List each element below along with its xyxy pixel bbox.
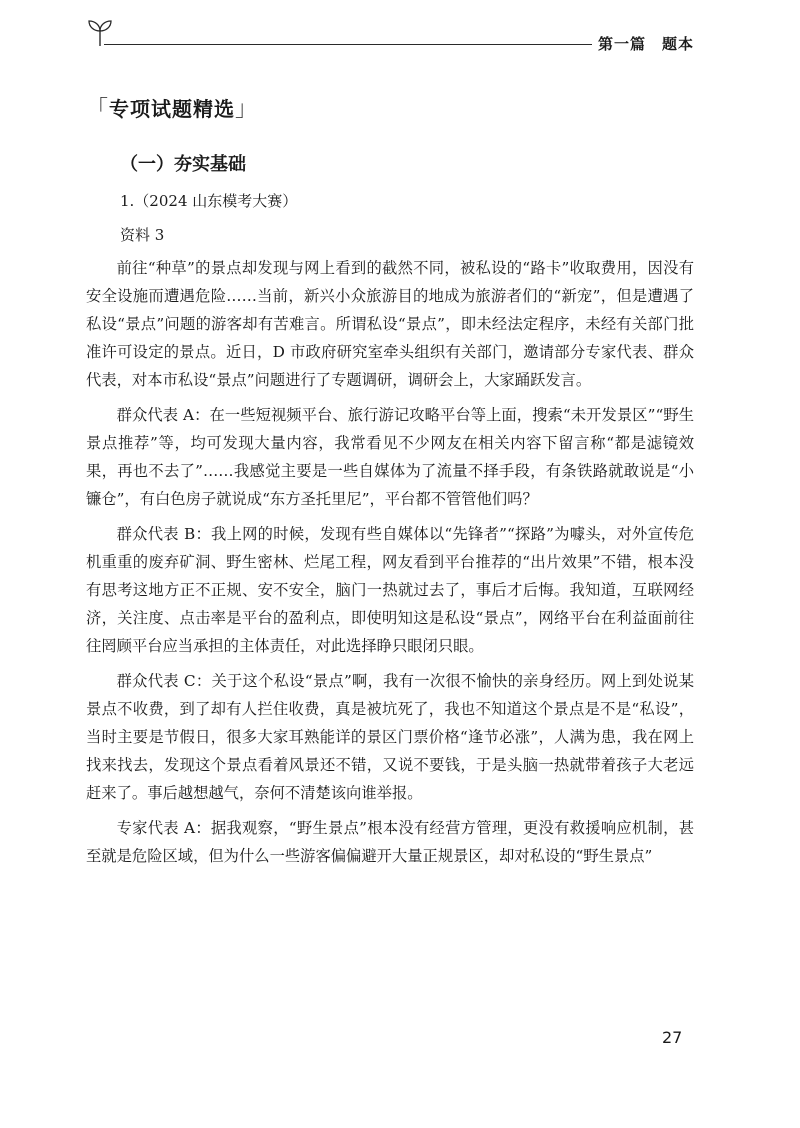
page-number: 27 [662,1028,683,1047]
paragraph-expert-a: 专家代表 A：据我观察，“野生景点”根本没有经营方管理，更没有救援响应机制，甚至就是危险区域，但为什么一些游客偏偏避开大量正规景区，却对私设的“野生景点” [86,819,694,865]
section-title-text: 专项试题精选 [109,97,236,121]
paragraph-citizen-b: 群众代表 B：我上网的时候，发现有些自媒体以“先锋者”“探路”为噱头，对外宣传危机重重的废弃矿洞、野生密林、烂尾工程，网友看到平台推荐的“出片效果”不错，根本没有思考这地方正不正规、安不安全，脑门一热就过去了，事后才后悔。我知道，互联网经济，关注度、点击率是平台的盈利点，即使明知这是私设“景点”，网络平台在利益面前往往罔顾平台应当承担的主体责任，对此选择睁只眼闭只眼。 [86,525,694,655]
section-title [86,92,258,123]
paragraph-citizen-c: 群众代表 C：关于这个私设“景点”啊，我有一次很不愉快的亲身经历。网上到处说某景点不收费，到了却有人拦住收费，真是被坑死了，我也不知道这个景点是不是“私设”，当时主要是节假日，很多大家耳熟能详的景区门票价格“逢节必涨”，人满为患，我在网上找来找去，发现这个景点看着风景还不错，又说不要钱，于是头脑一热就带着孩子大老远赶来了。事后越想越气，奈何不清楚该向谁举报。 [86,672,694,802]
paragraph-citizen-a: 群众代表 A：在一些短视频平台、旅行游记攻略平台等上面，搜索“未开发景区”“野生景点推荐”等，均可发现大量内容，我常看见不少网友在相关内容下留言称“都是滤镜效果，再也不去了”……我感觉主要是一些自媒体为了流量不择手段，有条铁路就敢说是“小镰仓”，有白色房子就说成“东方圣托里尼”，平台都不管管他们吗？ [86,406,694,508]
page-header [0,0,800,70]
subsection-title: （一）夯实基础 [120,154,246,175]
question-label: 1.（2024 山东模考大赛） [120,192,298,210]
paragraph-intro: 前往“种草”的景点却发现与网上看到的截然不同，被私设的“路卡”收取费用，因没有安全设施而遭遇危险……当前，新兴小众旅游目的地成为旅游者们的“新宠”，但是遭遇了私设“景点”问题的游客却有苦难言。所谓私设“景点”，即未经法定程序，未经有关部门批准许可设定的景点。近日，D 市政府研究室牵头组织有关部门，邀请部分专家代表、群众代表，对本市私设“景点”问题进行了专题调研，调研会上，大家踊跃发言。 [86,259,694,389]
material-label: 资料 3 [120,226,165,244]
header-title: 第一篇 题本 [598,35,695,53]
header-rule [104,44,592,45]
body-text [86,254,694,877]
right-corner-bracket: 」 [235,97,259,122]
left-corner-bracket: 「 [86,97,110,122]
